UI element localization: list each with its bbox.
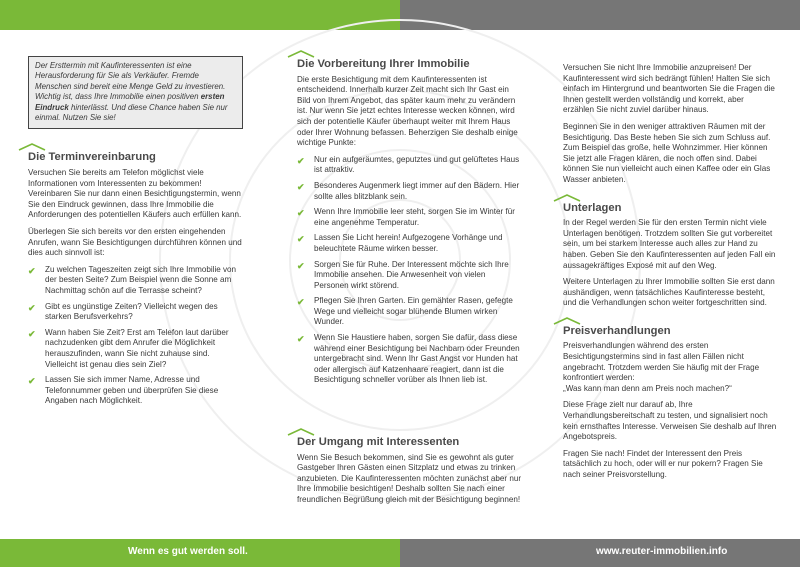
top-color-bar [0,0,800,30]
check-icon: ✔ [28,376,36,387]
chevron-up-icon [553,194,581,202]
intro-text-before: Der Ersttermin mit Kaufinteressenten ist eine Herausforderung für Sie als Verkäufer. Fremde Menschen sind bereit eine Menge Geld zu investieren. Wichtig ist, dass Ihre Immobilie einen positiven [35,61,226,102]
top-bar-green [0,0,400,30]
col3-paragraph-2: Beginnen Sie in den weniger attraktiven Räumen mit der Besichtigung. Das Beste heben Sie sich zum Schluss auf. Zum Beispiel das große, helle Wohnzimmer. Hier können Sie jetzt alle Fragen klären, die noch offen sind. Dabei können Sie nun vielleicht auch einen Kaffee oder ein Glas Wasser anbieten. [563,121,771,184]
check-icon: ✔ [297,297,305,308]
heading-unterlagen: Unterlagen [563,194,777,214]
check-icon: ✔ [28,302,36,313]
check-icon: ✔ [297,155,305,166]
terminvereinbarung-paragraph-1: Versuchen Sie bereits am Telefon möglichst viele Informationen vom Interessenten zu bekommen! Vereinbaren Sie nur dann einen Besichtigungstermin, wenn Sie den Eindruck gewinnen, dass Ihre Immobilie die Anforderungen des potentiellen Käufers auch erfüllen kann. [28,168,242,220]
vorbereitung-paragraph: Die erste Besichtigung mit dem Kaufinteressenten ist entscheidend. Innerhalb kurzer Zeit macht sich Ihr Gast ein Bild von Ihrem Angebot, das später kaum mehr zu verändern ist. Nur wenn Sie jetzt echtes Interesse wecken können, wird sich der potentielle Käufer überhaupt weiter mit Ihrem Haus oder Ihrer Wohnung befassen. Beherzigen Sie deshalb einige wichtige Punkte: [297,74,518,148]
check-icon: ✔ [297,181,305,192]
column-middle [297,50,522,391]
vorbereitung-checklist [297,155,522,386]
col3-paragraph-1: Versuchen Sie nicht Ihre Immobilie anzupreisen! Der Kaufinteressent wird sich bedrängt fühlen! Halten Sie sich einfach im Hintergrund und beantworten Sie die Fragen die Ihnen gestellt werden vollständig und korrekt, aber erzählen Sie nicht zuviel darüber hinaus. [563,63,775,115]
check-icon: ✔ [297,334,305,345]
list-item: ✔ Wenn Sie Haustiere haben, sorgen Sie dafür, dass diese während einer Besichtigung bei Nachbarn oder Freunden untergebracht sind. Wenn Ihr Gast Angst vor Hunden hat oder allergisch auf Katzenhaare reagiert, dann ist die Besichtigung schneller vorüber als Ihnen lieb ist. [297,333,520,385]
check-icon: ✔ [297,234,305,245]
section-umgang [297,428,522,512]
list-item: ✔ Zu welchen Tageszeiten zeigt sich Ihre Immobilie von der besten Seite? Zum Beispiel wenn die Sonne am Nachmittag schön auf die Terrasse scheint? [28,264,237,295]
top-bar-gray [400,0,800,30]
list-item: ✔ Nur ein aufgeräumtes, geputztes und gut gelüftetes Haus ist attraktiv. [297,154,520,175]
list-item: ✔ Pflegen Sie Ihren Garten. Ein gemähter Rasen, gefegte Wege und vielleicht sogar blühende Blumen wirken Wunder. [297,296,513,327]
chevron-up-icon [553,317,581,325]
preis-quote: „Was kann man denn am Preis noch machen?“ [563,383,732,393]
preis-paragraph-3: Fragen Sie nach! Findet der Interessent den Preis tatsächlich zu hoch, oder will er nur pokern? Fragen Sie nach seiner Preisvorstellung. [563,448,763,479]
column-left [28,56,243,412]
check-icon: ✔ [297,208,305,219]
check-icon: ✔ [297,260,305,271]
heading-preisverhandlungen: Preisverhandlungen [563,317,777,337]
list-item: ✔ Lassen Sie sich immer Name, Adresse und Telefonnummer geben und überprüfen Sie diese Angaben nach Möglichkeit. [28,375,219,406]
unterlagen-paragraph-2: Weitere Unterlagen zu Ihrer Immobilie sollten Sie erst dann aushändigen, wenn tatsächliches Kaufinteresse besteht, und die Verhandlungen schon weiter fortgeschritten sind. [563,277,775,308]
unterlagen-paragraph-1: In der Regel werden Sie für den ersten Termin nicht viele Unterlagen benötigen. Trotzdem sollten Sie gut vorbereitet sein, um bei starkem Interesse auch alles zur Hand zu haben. Geben Sie den Kaufinteressenten auf jeden Fall ein aussagekräftiges Exposé mit auf den Weg. [563,218,776,270]
intro-text-after: hinterlässt. Und diese Chance haben Sie nur einmal. Nutzen Sie sie! [35,102,228,123]
footer-website[interactable]: www.reuter-immobilien.info [596,546,728,557]
heading-vorbereitung: Die Vorbereitung Ihrer Immobilie [297,50,522,70]
footer-bar [0,539,800,567]
list-item: ✔ Sorgen Sie für Ruhe. Der Interessent möchte sich Ihre Immobilie ansehen. Die Anwesenheit von vielen Personen wirkt störend. [297,259,509,290]
footer-slogan: Wenn es gut werden soll. [128,546,248,557]
list-item: ✔ Wann haben Sie Zeit? Erst am Telefon laut darüber nachzudenken gibt dem Anrufer die Möglichkeit herauszufinden, wann Sie nicht zuhause sind. Vielleicht ist genau dies sein Ziel? [28,327,229,369]
column-right [563,63,777,487]
list-item: ✔ Wenn Ihre Immobilie leer steht, sorgen Sie im Winter für eine angenehme Temperatur. [297,207,515,227]
intro-box [28,56,243,129]
preis-paragraph-2: Diese Frage zielt nur darauf ab, Ihre Verhandlungsbereitschaft zu testen, und signalisiert noch kein ernsthaftes Interesse. Verweisen Sie deshalb auf Ihren Angebotspreis. [563,400,777,442]
check-icon: ✔ [28,328,36,339]
heading-umgang: Der Umgang mit Interessenten [297,428,522,448]
intro-text-bold: ersten Eindruck [35,92,225,112]
chevron-up-icon [18,143,46,151]
check-icon: ✔ [28,265,36,276]
list-item: ✔ Gibt es ungünstige Zeiten? Vielleicht wegen des starken Berufsverkehrs? [28,301,218,322]
preis-paragraph-1: Preisverhandlungen während des ersten Besichtigungstermins sind in fast allen Fällen nicht angebracht. Trotzdem werden Sie häufig mit der Frage konfrontiert werden: [563,341,760,383]
footer-gray [400,539,800,567]
umgang-paragraph: Wenn Sie Besuch bekommen, sind Sie es gewohnt als guter Gastgeber Ihren Gästen einen Sitzplatz und etwas zu trinken anzubieten. Die Kaufinteressenten möchten zunächst aber nur Ihre Immobilie besichtigen! Deshalb sollten Sie nach einer freundlichen Begrüßung gleich mit der Besichtigung beginnen! [297,452,522,504]
list-item: ✔ Lassen Sie Licht herein! Aufgezogene Vorhänge und beleuchtete Räume wirken besser. [297,233,503,253]
terminvereinbarung-paragraph-2: Überlegen Sie sich bereits vor den ersten eingehenden Anrufen, wann Sie Besichtigungen durchführen können und dies auch sinnvoll ist: [28,227,242,258]
footer-green [0,539,400,567]
terminvereinbarung-checklist [28,265,243,407]
chevron-up-icon [287,50,315,58]
list-item: ✔ Besonderes Augenmerk liegt immer auf den Bädern. Hier sollte alles blitzblank sein. [297,180,520,201]
heading-terminvereinbarung: Die Terminvereinbarung [28,143,243,163]
chevron-up-icon [287,428,315,436]
